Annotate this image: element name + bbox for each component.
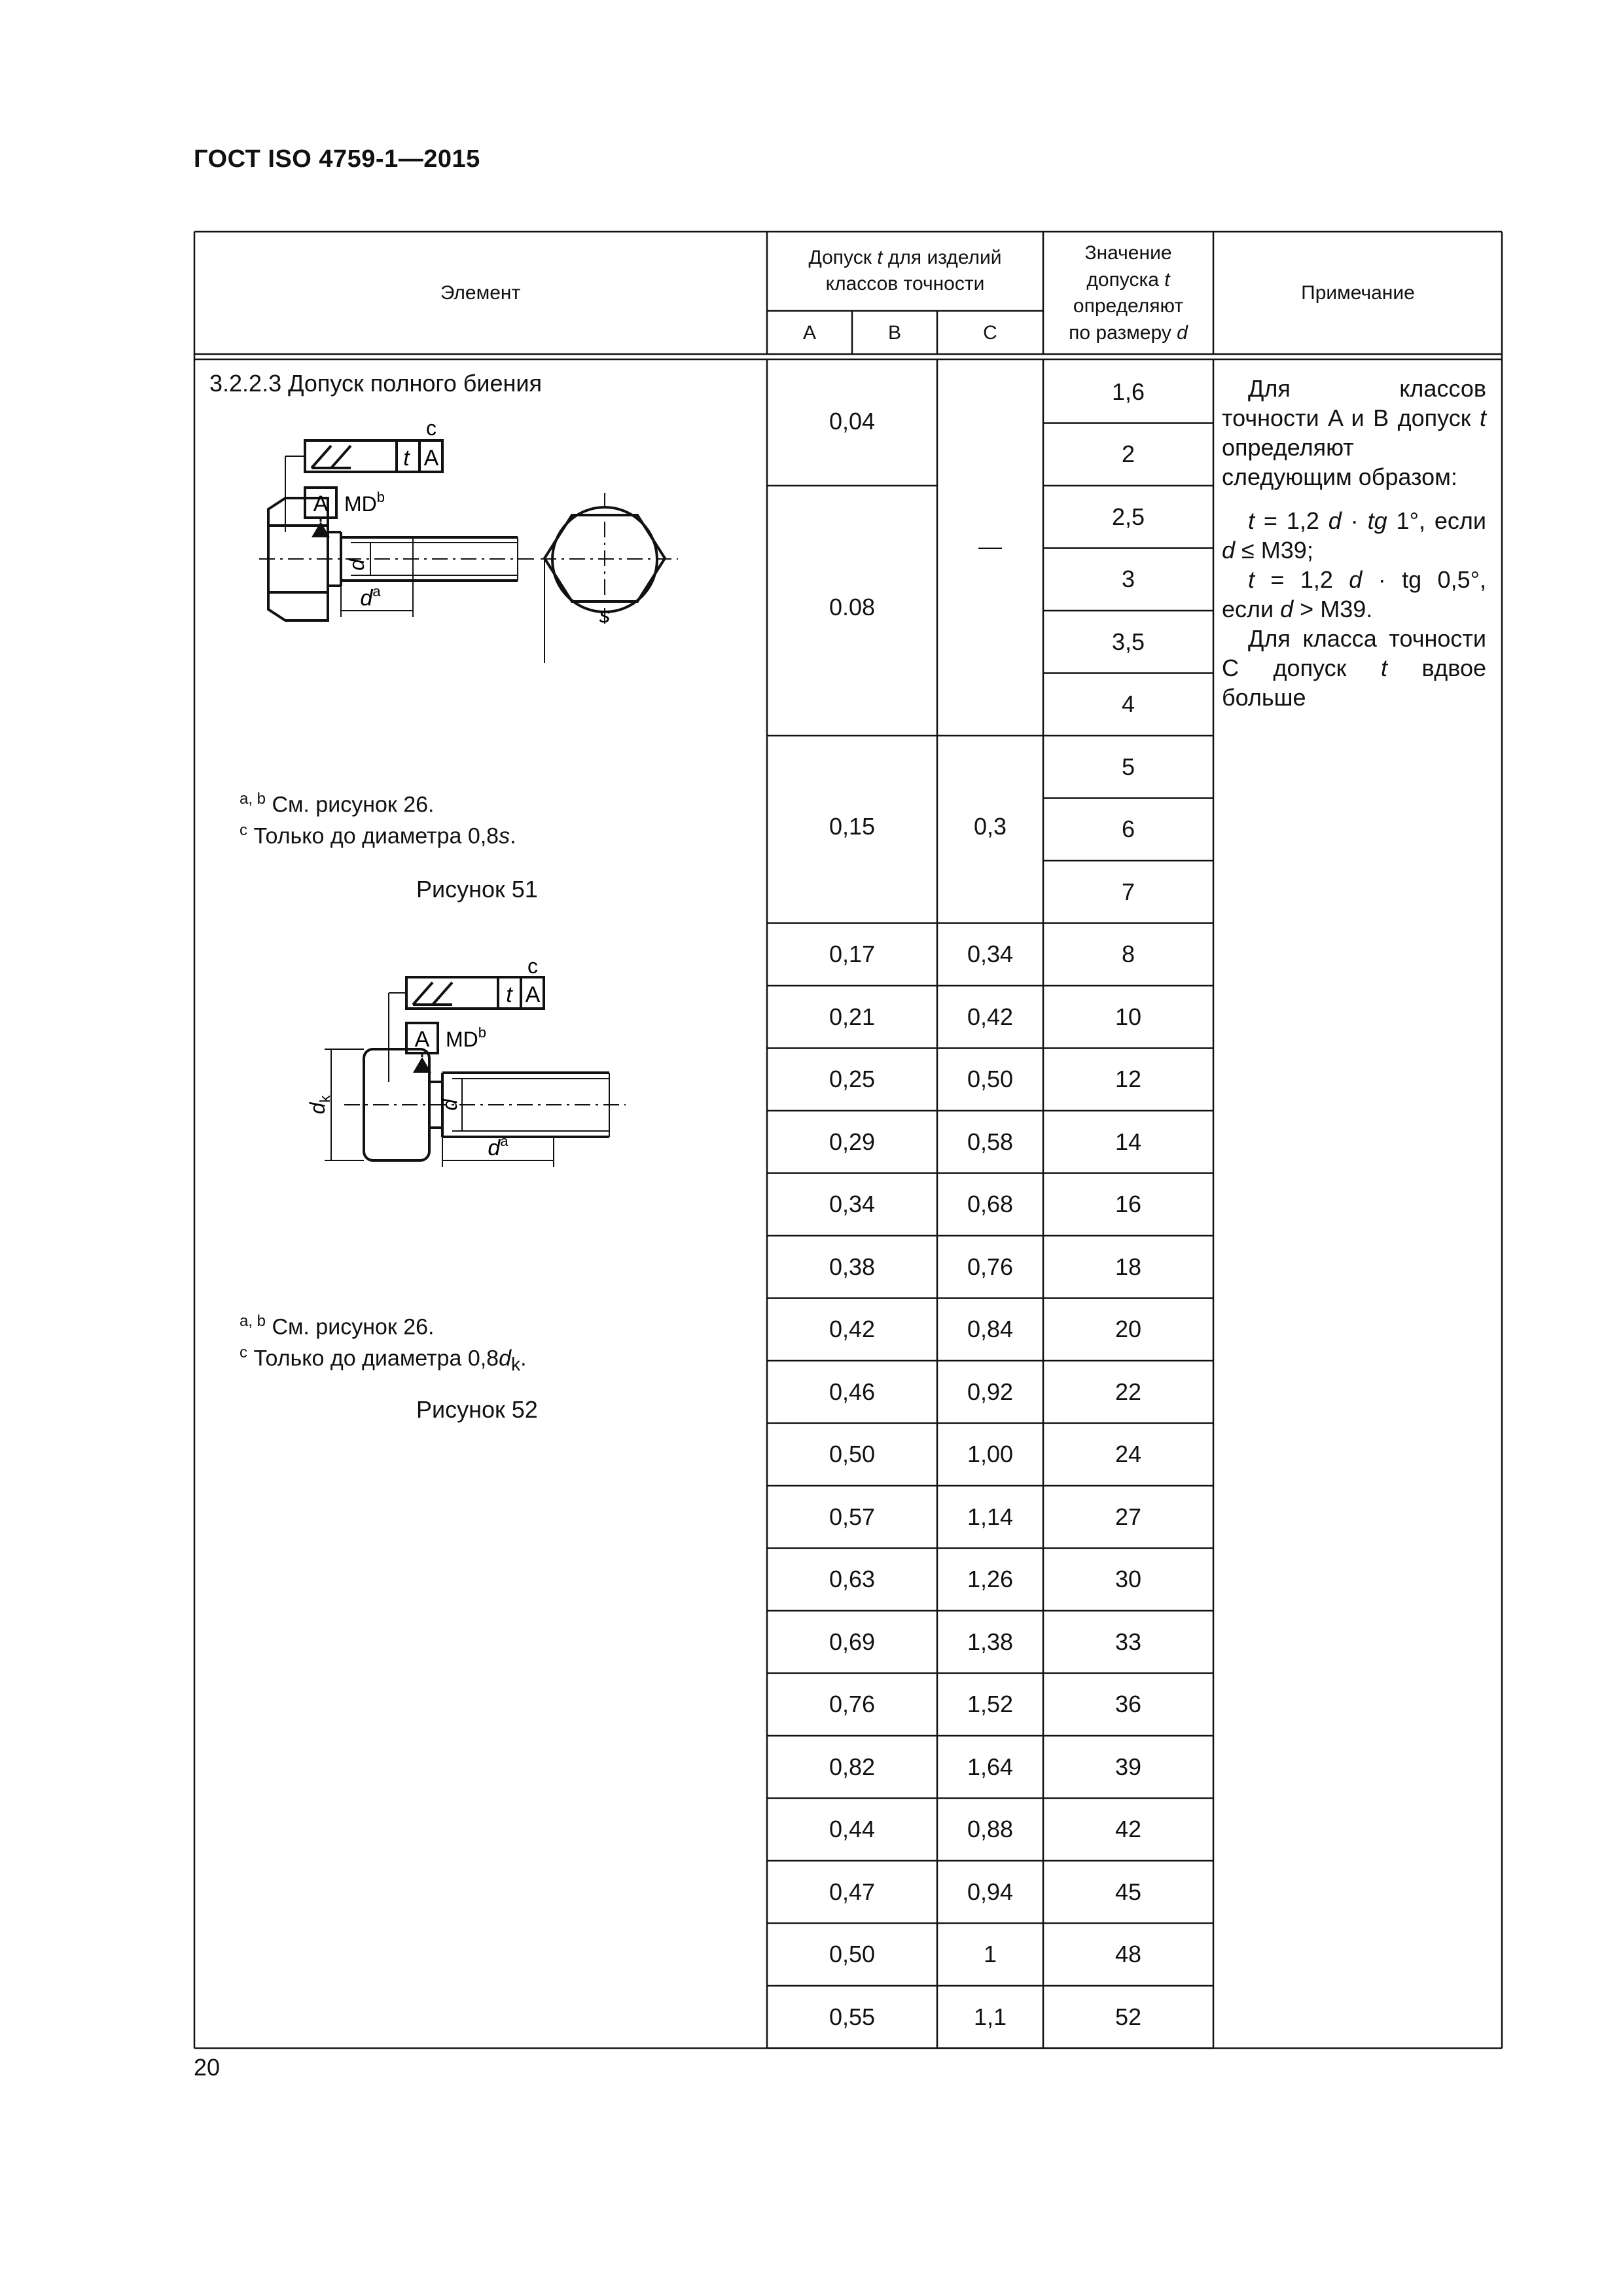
header-class-b: B — [887, 321, 901, 344]
size-cell: 2,5 — [1111, 503, 1145, 530]
size-cell: 5 — [1121, 753, 1135, 780]
size-cell: 2 — [1121, 440, 1135, 468]
row-cell-ab: 0,69 — [829, 1628, 876, 1655]
group-c-1: — — [978, 533, 1002, 560]
figure-51-drawing — [246, 414, 717, 637]
size-cell: 4 — [1121, 691, 1135, 718]
row-cell-d: 8 — [1121, 941, 1135, 968]
row-cell-c: 1,00 — [967, 1441, 1014, 1468]
figure-52-footnotes: $^{a, b}$ См. рисунок 26. $^c$ Только до диаметра $0,8d_k$. — [240, 1312, 527, 1376]
row-cell-ab: 0,82 — [829, 1753, 876, 1780]
row-cell-ab: 0,21 — [829, 1003, 876, 1030]
tolerance-table — [194, 231, 1503, 2051]
row-cell-ab: 0,42 — [829, 1316, 876, 1343]
row-cell-ab: 0,50 — [829, 1441, 876, 1468]
row-cell-ab: 0,76 — [829, 1691, 876, 1718]
row-cell-d: 33 — [1115, 1628, 1142, 1655]
datum-label: A — [414, 1027, 430, 1052]
size-cell: 6 — [1121, 816, 1135, 843]
row-cell-ab: 0,29 — [829, 1128, 876, 1155]
row-cell-d: 27 — [1115, 1503, 1142, 1530]
frame-tolerance-label: t — [403, 446, 410, 471]
row-cell-c: 0,68 — [967, 1191, 1014, 1218]
row-cell-c: 0,76 — [967, 1253, 1014, 1280]
label-c: c — [527, 954, 538, 978]
row-cell-d: 14 — [1115, 1128, 1142, 1155]
note-text: Для классов точности A и B допуск t определяют следующим образом: t = 1,2 d · tg 1°, если d ≤ M39; t = 1,2 d · tg 0,5°, если d > M39. Для класса точности C допуск t вдвое больше — [1222, 375, 1487, 711]
frame-datum-label: A — [423, 446, 439, 471]
md-label: $MD^b$ — [446, 1024, 487, 1051]
row-cell-ab: 0,44 — [829, 1816, 876, 1843]
header-element — [194, 231, 767, 355]
figure-51-footnotes: $^{a, b}$ См. рисунок 26. $^c$ Только до диаметра 0,8s. — [240, 790, 516, 849]
row-cell-c: 1,1 — [973, 2003, 1007, 2030]
row-cell-c: 0,84 — [967, 1316, 1014, 1343]
row-cell-d: 42 — [1115, 1816, 1142, 1843]
header-class-c: C — [983, 321, 997, 344]
row-cell-d: 48 — [1115, 1941, 1142, 1968]
row-cell-ab: 0,63 — [829, 1566, 876, 1593]
header-element-label: Элемент — [440, 281, 521, 304]
label-dk: $d_k$ — [306, 1095, 333, 1115]
figure-51-caption: Рисунок 51 — [416, 876, 538, 903]
label-da: $d^a$ — [360, 583, 381, 611]
row-cell-ab: 0,38 — [829, 1253, 876, 1280]
header-note: Примечание — [1301, 281, 1415, 304]
row-cell-c: 0,94 — [967, 1878, 1014, 1905]
header-class-a: A — [802, 321, 816, 344]
row-cell-d: 52 — [1115, 2003, 1142, 2030]
row-cell-d: 10 — [1115, 1003, 1142, 1030]
row-cell-ab: 0,47 — [829, 1878, 876, 1905]
row-cell-d: 24 — [1115, 1441, 1142, 1468]
row-cell-c: 0,42 — [967, 1003, 1014, 1030]
total-runout-symbol — [312, 446, 351, 468]
header-value: Значение допуска t определяют по размеру d — [1069, 242, 1188, 344]
size-cell: 3 — [1121, 565, 1135, 593]
row-cell-ab: 0,17 — [829, 941, 876, 968]
frame-tolerance-label: t — [506, 982, 512, 1007]
row-cell-ab: 0,25 — [829, 1066, 876, 1093]
group-ab-1: 0,04 — [829, 408, 876, 435]
row-cell-ab: 0,57 — [829, 1503, 876, 1530]
row-cell-d: 18 — [1115, 1253, 1142, 1280]
label-c: c — [426, 416, 437, 440]
label-d: d — [345, 559, 368, 571]
page-number: 20 — [194, 2054, 221, 2081]
size-cell: 7 — [1121, 878, 1135, 905]
row-cell-d: 12 — [1115, 1066, 1142, 1093]
item-title: 3.2.2.3 Допуск полного биения — [209, 370, 542, 397]
md-label: $MD^b$ — [344, 489, 385, 516]
row-cell-d: 39 — [1115, 1753, 1142, 1780]
row-cell-c: 0,92 — [967, 1378, 1014, 1405]
label-d: d — [438, 1099, 461, 1111]
frame-datum-label: A — [525, 982, 541, 1007]
size-cell: 3,5 — [1111, 628, 1145, 655]
datum-label: A — [313, 492, 329, 516]
label-s: s — [599, 603, 611, 628]
row-cell-c: 0,88 — [967, 1816, 1014, 1843]
row-cell-d: 45 — [1115, 1878, 1142, 1905]
row-cell-ab: 0,50 — [829, 1941, 876, 1968]
header-tolerance: Допуск t для изделий классов точности — [808, 246, 1002, 295]
row-cell-c: 1,38 — [967, 1628, 1014, 1655]
total-runout-symbol — [413, 982, 452, 1005]
row-cell-ab: 0,46 — [829, 1378, 876, 1405]
row-cell-d: 30 — [1115, 1566, 1142, 1593]
row-cell-d: 20 — [1115, 1316, 1142, 1343]
row-cell-c: 1 — [983, 1941, 997, 1968]
row-cell-c: 0,58 — [967, 1128, 1014, 1155]
group-c-2: 0,3 — [973, 813, 1007, 840]
row-cell-c: 1,64 — [967, 1753, 1014, 1780]
size-cell: 1,6 — [1111, 378, 1145, 405]
document-title: ГОСТ ISO 4759-1—2015 — [194, 145, 480, 173]
figure-52-caption: Рисунок 52 — [416, 1396, 538, 1423]
row-cell-c: 0,50 — [967, 1066, 1014, 1093]
group-ab-3: 0,15 — [829, 813, 876, 840]
row-cell-c: 0,34 — [967, 941, 1014, 968]
row-cell-ab: 0,34 — [829, 1191, 876, 1218]
label-da: $d^a$ — [488, 1133, 508, 1160]
row-cell-c: 1,26 — [967, 1566, 1014, 1593]
row-cell-d: 36 — [1115, 1691, 1142, 1718]
row-cell-d: 22 — [1115, 1378, 1142, 1405]
row-cell-d: 16 — [1115, 1191, 1142, 1218]
row-cell-c: 1,52 — [967, 1691, 1014, 1718]
row-cell-ab: 0,55 — [829, 2003, 876, 2030]
group-ab-2: 0.08 — [829, 594, 876, 620]
row-cell-c: 1,14 — [967, 1503, 1014, 1530]
figure-52-drawing — [306, 954, 717, 1174]
